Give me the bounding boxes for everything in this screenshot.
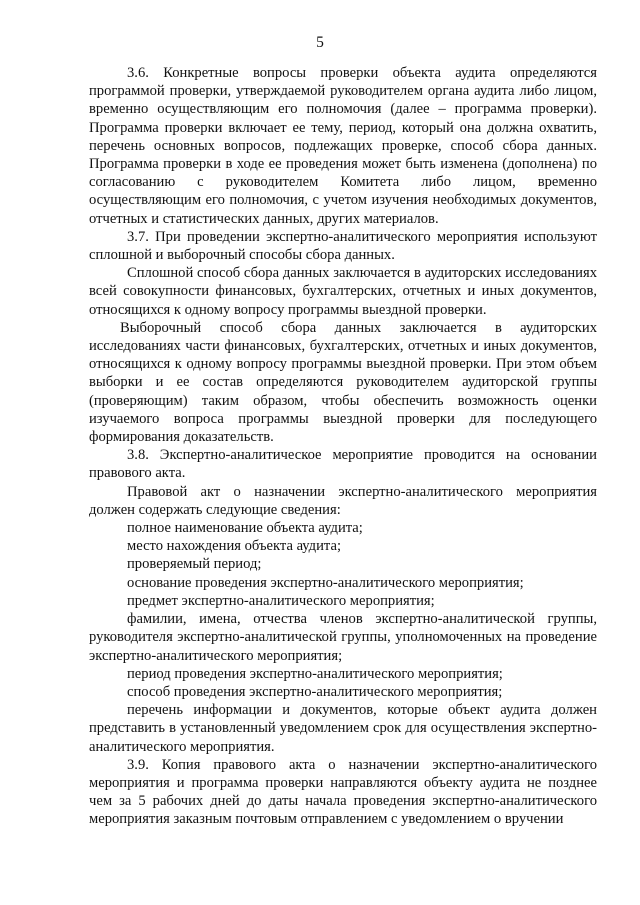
list-item-subject: предмет экспертно-аналитического мероприятия;: [127, 592, 435, 609]
list-item-period-conduct: период проведения экспертно-аналитического мероприятия;: [127, 665, 503, 682]
paragraph-3-9: 3.9. Копия правового акта о назначении экспертно-аналитического мероприятия и программа проверки направляются объекту аудита не позднее чем за 5 рабочих дней до даты начала проведения экспертно-аналитического мероприятия заказным почтовым отправлением с уведомлением о вручении: [89, 756, 597, 828]
list-item-documents: перечень информации и документов, которые объект аудита должен представить в установленный уведомлением срок для осуществления экспертно-аналитического мероприятия.: [89, 702, 597, 755]
document-body: [89, 64, 597, 829]
list-item-period-checked: проверяемый период;: [127, 556, 262, 573]
list-item-full-name: полное наименование объекта аудита;: [127, 520, 363, 537]
paragraph-legal-act-contents: Правовой акт о назначении экспертно-аналитического мероприятия должен содержать следующие сведения:: [89, 483, 597, 518]
list-item-location: место нахождения объекта аудита;: [127, 538, 342, 555]
paragraph-3-6: 3.6. Конкретные вопросы проверки объекта аудита определяются программой проверки, утверждаемой руководителем органа аудита либо лицом, временно осуществляющим его полномочия (далее – программа проверки). Программа проверки включает ее тему, период, который она должна охватить, перечень основных вопросов, подлежащих проверке, способ сбора данных. Программа проверки в ходе ее проведения может быть изменена (дополнена) по согласованию с руководителем Комитета либо лицом, временно осуществляющим его полномочия, с учетом изучения необходимых документов, отчетных и статистических данных, других материалов.: [89, 65, 597, 227]
page-number: 5: [316, 34, 324, 51]
paragraph-3-7: 3.7. При проведении экспертно-аналитического мероприятия используют сплошной и выборочный способы сбора данных.: [89, 228, 597, 264]
list-item-group-members: фамилии, имена, отчества членов экспертно-аналитической группы, руководителя экспертно-аналитической группы, уполномоченных на проведение экспертно-аналитического мероприятия;: [89, 611, 597, 664]
paragraph-continuous-method: Сплошной способ сбора данных заключается в аудиторских исследованиях всей совокупности финансовых, бухгалтерских, отчетных и иных документов, относящихся к одному вопросу программы выездной проверки.: [89, 265, 597, 318]
paragraph-3-8: 3.8. Экспертно-аналитическое мероприятие проводится на основании правового акта.: [89, 447, 597, 482]
list-item-basis: основание проведения экспертно-аналитического мероприятия;: [127, 574, 524, 591]
list-item-method: способ проведения экспертно-аналитического мероприятия;: [127, 683, 503, 700]
paragraph-sampling-method: Выборочный способ сбора данных заключается в аудиторских исследованиях части финансовых, бухгалтерских, отчетных и иных документов, относящихся к одному вопросу программы выездной проверки. При этом объем выборки и ее состав определяются руководителем аудиторской группы (проверяющим) таким образом, чтобы обеспечить возможность оценки изучаемого вопроса программы выездной проверки для последующего формирования доказательств.: [89, 319, 597, 446]
